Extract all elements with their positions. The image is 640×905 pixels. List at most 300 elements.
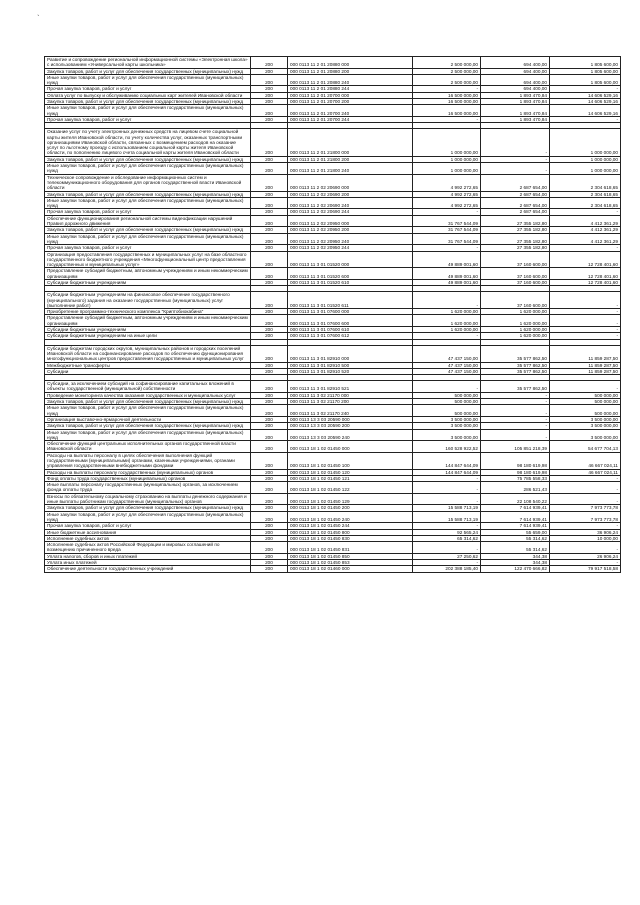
row-executed-amount: - [481, 392, 550, 398]
row-approved-amount: - [413, 542, 481, 554]
row-line-code: 200 [251, 560, 288, 566]
row-executed-amount: 344,38 [481, 553, 550, 559]
row-name: Субсидии бюджетам городских округов, муниципальных районов и городских поселений Ивановской области на софинансирование расходов по обеспечению функционирования многофункциональных центров предоставления государственных и муниципальных услуг [45, 345, 251, 362]
row-line-code: 200 [251, 129, 288, 156]
row-executed-amount: 2 687 654,00 [481, 197, 550, 209]
row-line-code: 200 [251, 279, 288, 285]
row-name: Уплата налогов, сборов и иных платежей [45, 553, 251, 559]
row-approved-amount: 16 500 000,00 [413, 105, 481, 117]
row-line-code: 200 [251, 469, 288, 475]
row-remaining-amount: - [550, 209, 621, 215]
row-line-code: 200 [251, 535, 288, 541]
row-executed-amount: 55 314,62 [481, 535, 550, 541]
row-approved-amount: 15 588 713,19 [413, 505, 481, 511]
row-remaining-amount: 14 606 529,16 [550, 99, 621, 105]
row-budget-code: 000 0113 11 3 02 21170 200 [288, 399, 413, 405]
table-row [45, 245, 621, 251]
row-budget-code: 000 0113 11 3 01 82910 500 [288, 362, 413, 368]
row-name: Обеспечение функционирования региональной системы видеофиксации нарушений Правил дорожного движения [45, 215, 251, 227]
row-line-code: 200 [251, 191, 288, 197]
row-executed-amount: 1 620 000,00 [481, 327, 550, 333]
row-name: Закупка товаров, работ и услуг для обеспечения государственных (муниципальных) нужд [45, 156, 251, 162]
row-name: Прочая закупка товаров, работ и услуг [45, 209, 251, 215]
row-budget-code: 000 0113 11 2 01 20880 200 [288, 68, 413, 74]
row-remaining-amount: 500 000,00 [550, 399, 621, 405]
row-executed-amount: 1 893 470,84 [481, 99, 550, 105]
row-remaining-amount: 7 973 773,78 [550, 511, 621, 523]
row-budget-code: 000 0113 18 1 02 01450 240 [288, 511, 413, 523]
row-approved-amount: - [413, 209, 481, 215]
row-line-code: 200 [251, 156, 288, 162]
row-approved-amount: 2 500 000,00 [413, 57, 481, 69]
row-executed-amount: 98 180 619,98 [481, 469, 550, 475]
row-approved-amount: 92 565,24 [413, 529, 481, 535]
row-line-code: 200 [251, 475, 288, 481]
row-budget-code: 000 0113 11 3 01 82910 521 [288, 381, 413, 393]
row-executed-amount: 35 577 862,50 [481, 368, 550, 374]
row-name: Прочая закупка товаров, работ и услуг [45, 245, 251, 251]
table-row [45, 99, 621, 105]
row-executed-amount: 35 577 862,50 [481, 362, 550, 368]
row-approved-amount: 1 620 000,00 [413, 309, 481, 315]
row-budget-code: 000 0113 11 3 01 82910 000 [288, 345, 413, 362]
table-row [45, 511, 621, 523]
row-remaining-amount: 12 728 401,60 [550, 251, 621, 268]
row-budget-code: 000 0113 11 2 01 20880 240 [288, 74, 413, 86]
row-remaining-amount: 11 859 287,50 [550, 368, 621, 374]
row-approved-amount: - [413, 523, 481, 529]
row-budget-code: 000 0113 18 1 02 01450 200 [288, 505, 413, 511]
row-name: Иные закупки товаров, работ и услуг для обеспечения государственных (муниципальных) нужд [45, 511, 251, 523]
row-budget-code: 000 0113 18 1 02 01450 122 [288, 482, 413, 494]
row-line-code: 200 [251, 392, 288, 398]
row-budget-code: 000 0113 11 3 01 01520 600 [288, 268, 413, 280]
row-budget-code: 000 0113 13 3 03 20590 000 [288, 416, 413, 422]
row-name: Уплата иных платежей [45, 560, 251, 566]
row-budget-code: 000 0113 11 3 01 01520 611 [288, 292, 413, 309]
row-executed-amount: 1 620 000,00 [481, 309, 550, 315]
row-remaining-amount: 1 805 600,00 [550, 57, 621, 69]
row-executed-amount: - [481, 423, 550, 429]
row-budget-code: 000 0113 18 1 02 01450 244 [288, 523, 413, 529]
row-name: Закупка товаров, работ и услуг для обеспечения государственных (муниципальных) нужд [45, 227, 251, 233]
row-budget-code: 000 0113 18 1 02 01450 800 [288, 529, 413, 535]
row-executed-amount: 37 160 600,00 [481, 251, 550, 268]
row-executed-amount: 122 470 666,82 [481, 566, 550, 572]
row-remaining-amount: 1 805 600,00 [550, 74, 621, 86]
row-line-code: 200 [251, 174, 288, 191]
row-approved-amount: 1 000 000,00 [413, 156, 481, 162]
row-name: Закупка товаров, работ и услуг для обеспечения государственных (муниципальных) нужд [45, 68, 251, 74]
row-approved-amount: 2 500 000,00 [413, 68, 481, 74]
row-budget-code: 000 0113 11 2 01 21800 200 [288, 156, 413, 162]
table-row [45, 345, 621, 362]
row-name: Проведение мониторинга качества оказания государственных и муниципальных услуг [45, 392, 251, 398]
row-budget-code: 000 0113 11 2 01 21800 000 [288, 129, 413, 156]
row-name: Прочая закупка товаров, работ и услуг [45, 523, 251, 529]
row-line-code: 200 [251, 368, 288, 374]
row-line-code: 200 [251, 99, 288, 105]
table-row [45, 227, 621, 233]
row-executed-amount: 2 687 654,00 [481, 191, 550, 197]
row-approved-amount: 1 620 000,00 [413, 315, 481, 327]
row-remaining-amount: 2 304 618,65 [550, 174, 621, 191]
row-executed-amount: 1 893 470,84 [481, 105, 550, 117]
table-row [45, 163, 621, 175]
table-row [45, 315, 621, 327]
row-executed-amount: 35 577 862,50 [481, 381, 550, 393]
row-budget-code: 000 0113 18 1 02 01450 100 [288, 452, 413, 469]
row-line-code: 200 [251, 268, 288, 280]
row-budget-code: 000 0113 18 1 02 01450 830 [288, 535, 413, 541]
row-name: Субсидии бюджетным учреждениям на иные цели [45, 333, 251, 339]
row-remaining-amount: 1 000 000,00 [550, 156, 621, 162]
table-row [45, 482, 621, 494]
row-executed-amount: 37 160 600,00 [481, 279, 550, 285]
row-budget-code: 000 0113 11 2 01 20880 000 [288, 57, 413, 69]
row-executed-amount: 286 521,43 [481, 482, 550, 494]
row-budget-code: 000 0113 11 3 01 07600 000 [288, 309, 413, 315]
row-executed-amount: 98 180 619,98 [481, 452, 550, 469]
row-remaining-amount: 7 973 773,78 [550, 505, 621, 511]
row-name: Закупка товаров, работ и услуг для обеспечения государственных (муниципальных) нужд [45, 99, 251, 105]
row-name: Закупка товаров, работ и услуг для обеспечения государственных (муниципальных) нужд [45, 505, 251, 511]
row-approved-amount: - [413, 381, 481, 393]
row-name: Закупка товаров, работ и услуг для обеспечения государственных (муниципальных) нужд [45, 399, 251, 405]
row-approved-amount: 2 500 000,00 [413, 74, 481, 86]
table-row [45, 174, 621, 191]
row-line-code: 200 [251, 68, 288, 74]
row-approved-amount: 31 767 544,09 [413, 215, 481, 227]
row-name: Предоставление субсидий бюджетным, автономным учреждениям и иным некоммерческим организациям [45, 268, 251, 280]
row-budget-code: 000 0113 18 1 02 01450 850 [288, 553, 413, 559]
row-name: Иные закупки товаров, работ и услуг для обеспечения государственных (муниципальных) нужд [45, 163, 251, 175]
row-name: Межбюджетные трансферты [45, 362, 251, 368]
table-row [45, 191, 621, 197]
row-remaining-amount: - [550, 245, 621, 251]
row-budget-code: 000 0113 18 1 02 01450 000 [288, 441, 413, 453]
page-mark: ` [37, 14, 40, 23]
row-remaining-amount: 500 000,00 [550, 405, 621, 417]
row-line-code: 200 [251, 209, 288, 215]
row-line-code: 200 [251, 505, 288, 511]
row-name: Иные бюджетные ассигнования [45, 529, 251, 535]
row-name: Предоставление субсидий бюджетным, автономным учреждениям и иным некоммерческим организациям [45, 315, 251, 327]
row-line-code: 200 [251, 92, 288, 98]
row-executed-amount: 27 355 182,80 [481, 215, 550, 227]
row-approved-amount: 49 889 001,60 [413, 251, 481, 268]
row-approved-amount: - [413, 292, 481, 309]
row-name: Субсидии бюджетным учреждениям [45, 279, 251, 285]
row-name: Обеспечение функций центральных исполнительных органов государственной власти Ивановской области [45, 441, 251, 453]
row-line-code: 200 [251, 74, 288, 86]
row-executed-amount: 694 400,00 [481, 68, 550, 74]
row-executed-amount: - [481, 405, 550, 417]
table-row [45, 57, 621, 69]
table-row [45, 566, 621, 572]
row-remaining-amount: 4 412 361,29 [550, 227, 621, 233]
row-name: Исполнение судебных актов Российской Федерации и мировых соглашений по возмещению причиненного вреда [45, 542, 251, 554]
row-executed-amount: - [481, 399, 550, 405]
row-line-code: 200 [251, 511, 288, 523]
row-line-code: 200 [251, 215, 288, 227]
table-row [45, 441, 621, 453]
row-executed-amount: 75 785 558,33 [481, 475, 550, 481]
row-line-code: 200 [251, 441, 288, 453]
row-executed-amount: - [481, 156, 550, 162]
row-approved-amount: 49 889 001,60 [413, 279, 481, 285]
row-approved-amount: - [413, 475, 481, 481]
row-name: Иные закупки товаров, работ и услуг для обеспечения государственных (муниципальных) нужд [45, 105, 251, 117]
row-remaining-amount: 10 000,00 [550, 535, 621, 541]
row-line-code: 200 [251, 251, 288, 268]
row-approved-amount: 47 437 150,00 [413, 345, 481, 362]
row-budget-code: 000 0113 11 2 01 20700 200 [288, 99, 413, 105]
row-line-code: 200 [251, 163, 288, 175]
row-budget-code: 000 0113 11 2 02 20950 244 [288, 245, 413, 251]
table-row [45, 292, 621, 309]
row-remaining-amount: - [550, 482, 621, 494]
row-budget-code: 000 0113 11 3 02 21170 240 [288, 405, 413, 417]
row-budget-code: 000 0113 11 2 02 20950 200 [288, 227, 413, 233]
row-line-code: 200 [251, 292, 288, 309]
table-row [45, 429, 621, 441]
row-executed-amount: 22 108 540,22 [481, 493, 550, 505]
table-row [45, 381, 621, 393]
row-remaining-amount: 12 728 401,60 [550, 268, 621, 280]
row-approved-amount: - [413, 493, 481, 505]
table-row [45, 209, 621, 215]
row-name: Субсидии [45, 368, 251, 374]
row-line-code: 200 [251, 405, 288, 417]
row-executed-amount: 1 893 470,84 [481, 92, 550, 98]
table-row [45, 92, 621, 98]
row-name: Оказание услуг по учету электронных денежных средств на лицевом счете социальной карты жителя Ивановской области, по учету количества услуг, оказанных транспортными организациями Ивановской области, связанных с возмещением расходов на оказание услуг по льготному проезду с использованием социальной карты жителя Ивановской области, по пополнению лицевого счета социальной карты жителя Ивановской области [45, 129, 251, 156]
row-name: Закупка товаров, работ и услуг для обеспечения государственных (муниципальных) нужд [45, 191, 251, 197]
row-line-code: 200 [251, 566, 288, 572]
row-executed-amount: - [481, 163, 550, 175]
table-row [45, 405, 621, 417]
row-approved-amount: 1 000 000,00 [413, 129, 481, 156]
row-budget-code: 000 0113 11 3 01 01520 000 [288, 251, 413, 268]
row-approved-amount: 160 528 922,52 [413, 441, 481, 453]
row-name: Оплата услуг по выпуску и обслуживанию социальных карт жителей Ивановской области [45, 92, 251, 98]
row-executed-amount: 55 314,62 [481, 542, 550, 554]
budget-execution-table [44, 56, 621, 573]
table-row [45, 542, 621, 554]
row-budget-code: 000 0113 13 3 03 20590 240 [288, 429, 413, 441]
row-name: Расходы на выплаты персоналу в целях обеспечения выполнения функций государственными (муниципальными) органами, казенными учреждениями, органами управления государственными внебюджетными фондами [45, 452, 251, 469]
row-line-code: 200 [251, 399, 288, 405]
row-remaining-amount: 3 500 000,00 [550, 423, 621, 429]
row-remaining-amount: 500 000,00 [550, 392, 621, 398]
row-executed-amount: - [481, 416, 550, 422]
row-remaining-amount: 14 606 529,16 [550, 105, 621, 117]
table-row [45, 469, 621, 475]
row-budget-code: 000 0113 11 2 01 21800 240 [288, 163, 413, 175]
row-budget-code: 000 0113 11 2 01 20700 240 [288, 105, 413, 117]
row-budget-code: 000 0113 11 3 01 01520 610 [288, 279, 413, 285]
row-approved-amount: - [413, 333, 481, 339]
row-executed-amount: 27 355 182,80 [481, 233, 550, 245]
row-budget-code: 000 0113 18 1 02 01450 129 [288, 493, 413, 505]
row-budget-code: 000 0113 18 1 02 01450 831 [288, 542, 413, 554]
row-approved-amount: 47 437 150,00 [413, 362, 481, 368]
row-name: Техническое сопровождение и обследование информационных систем и телекоммуникационного оборудования для органов государственной власти Ивановской области [45, 174, 251, 191]
row-name: Субсидии бюджетным учреждениям на финансовое обеспечение государственного (муниципального) задания на оказание государственных (муниципальных) услуг (выполнение работ) [45, 292, 251, 309]
row-budget-code: 000 0113 11 3 01 82910 520 [288, 368, 413, 374]
row-remaining-amount: 79 917 518,58 [550, 566, 621, 572]
row-approved-amount: 4 992 272,65 [413, 174, 481, 191]
row-remaining-amount: - [550, 116, 621, 122]
table-row [45, 86, 621, 92]
row-remaining-amount: - [550, 475, 621, 481]
row-line-code: 200 [251, 245, 288, 251]
row-executed-amount: 344,38 [481, 560, 550, 566]
table-row [45, 523, 621, 529]
table-row [45, 105, 621, 117]
row-approved-amount: 15 588 713,19 [413, 511, 481, 523]
row-approved-amount: 47 437 150,00 [413, 368, 481, 374]
row-remaining-amount: 1 805 600,00 [550, 68, 621, 74]
row-name: Иные выплаты персоналу государственных (муниципальных) органов, за исключением фонда оплаты труда [45, 482, 251, 494]
row-remaining-amount: - [550, 309, 621, 315]
row-line-code: 200 [251, 542, 288, 554]
row-line-code: 200 [251, 523, 288, 529]
row-remaining-amount: 26 906,24 [550, 553, 621, 559]
row-line-code: 200 [251, 116, 288, 122]
row-name: Иные закупки товаров, работ и услуг для обеспечения государственных (муниципальных) нужд [45, 405, 251, 417]
table-row [45, 215, 621, 227]
row-name: Иные закупки товаров, работ и услуг для обеспечения государственных (муниципальных) нужд [45, 233, 251, 245]
row-budget-code: 000 0113 11 2 02 20690 244 [288, 209, 413, 215]
row-name: Организация предоставления государственных и муниципальных услуг на базе областного государственного бюджетного учреждения «Многофункциональный центр предоставления государственных и муниципальных услуг» [45, 251, 251, 268]
row-budget-code: 000 0113 11 3 02 21170 000 [288, 392, 413, 398]
table-row [45, 452, 621, 469]
row-approved-amount: 65 314,62 [413, 535, 481, 541]
row-line-code: 200 [251, 57, 288, 69]
row-executed-amount: 694 400,00 [481, 57, 550, 69]
row-line-code: 200 [251, 429, 288, 441]
row-remaining-amount: - [550, 86, 621, 92]
row-remaining-amount: 1 000 000,00 [550, 129, 621, 156]
row-remaining-amount: 46 667 024,11 [550, 469, 621, 475]
row-line-code: 200 [251, 529, 288, 535]
table-row [45, 74, 621, 86]
row-approved-amount: 16 500 000,00 [413, 92, 481, 98]
row-line-code: 200 [251, 86, 288, 92]
row-remaining-amount: - [550, 523, 621, 529]
row-remaining-amount: 4 412 361,29 [550, 215, 621, 227]
row-remaining-amount: 1 000 000,00 [550, 163, 621, 175]
row-name: Субсидии, за исключением субсидий на софинансирование капитальных вложений в объекты государственной (муниципальной) собственности [45, 381, 251, 393]
row-approved-amount: 202 388 185,40 [413, 566, 481, 572]
row-name: Взносы по обязательному социальному страхованию на выплаты денежного содержания и иные выплаты работникам государственных (муниципальных) органов [45, 493, 251, 505]
row-name: Иные закупки товаров, работ и услуг для обеспечения государственных (муниципальных) нужд [45, 429, 251, 441]
row-remaining-amount: 11 859 287,50 [550, 345, 621, 362]
row-remaining-amount: 12 728 401,60 [550, 279, 621, 285]
row-remaining-amount: - [550, 493, 621, 505]
row-approved-amount: 4 992 272,65 [413, 197, 481, 209]
row-executed-amount: - [481, 129, 550, 156]
row-remaining-amount: 3 500 000,00 [550, 429, 621, 441]
row-budget-code: 000 0113 11 2 01 20700 000 [288, 92, 413, 98]
row-name: Закупка товаров, работ и услуг для обеспечения государственных (муниципальных) нужд [45, 423, 251, 429]
row-remaining-amount: 14 606 529,16 [550, 92, 621, 98]
row-name: Субсидии бюджетным учреждениям [45, 327, 251, 333]
row-remaining-amount: - [550, 381, 621, 393]
row-remaining-amount: - [550, 315, 621, 327]
row-approved-amount: 3 500 000,00 [413, 423, 481, 429]
row-executed-amount: 7 614 939,41 [481, 523, 550, 529]
table-row [45, 116, 621, 122]
table-row [45, 475, 621, 481]
row-approved-amount: 1 620 000,00 [413, 327, 481, 333]
table-row [45, 233, 621, 245]
row-executed-amount: 55 659,00 [481, 529, 550, 535]
row-name: Развитие и сопровождение региональной информационной системы «Электронная школа» с использованием «Универсальной карты школьника» [45, 57, 251, 69]
row-remaining-amount: 46 667 024,11 [550, 452, 621, 469]
row-remaining-amount: 11 859 287,50 [550, 362, 621, 368]
row-line-code: 200 [251, 333, 288, 339]
row-approved-amount: - [413, 116, 481, 122]
row-remaining-amount: 54 677 704,13 [550, 441, 621, 453]
row-approved-amount: 500 000,00 [413, 392, 481, 398]
table-row [45, 251, 621, 268]
row-line-code: 200 [251, 482, 288, 494]
row-line-code: 200 [251, 227, 288, 233]
table-row [45, 493, 621, 505]
row-line-code: 200 [251, 315, 288, 327]
row-approved-amount: 500 000,00 [413, 405, 481, 417]
row-line-code: 200 [251, 553, 288, 559]
row-executed-amount: 27 355 182,80 [481, 245, 550, 251]
row-line-code: 200 [251, 362, 288, 368]
row-executed-amount: 2 687 654,00 [481, 209, 550, 215]
row-line-code: 200 [251, 197, 288, 209]
table-row [45, 553, 621, 559]
row-remaining-amount: 2 304 618,65 [550, 191, 621, 197]
row-name: Иные закупки товаров, работ и услуг для обеспечения государственных (муниципальных) нужд [45, 74, 251, 86]
row-approved-amount: - [413, 482, 481, 494]
row-executed-amount: 1 620 000,00 [481, 315, 550, 327]
table-row [45, 309, 621, 315]
row-executed-amount: 37 160 600,00 [481, 292, 550, 309]
row-executed-amount: 1 620 000,00 [481, 333, 550, 339]
row-approved-amount: - [413, 86, 481, 92]
row-executed-amount: 1 893 470,84 [481, 116, 550, 122]
table-row [45, 197, 621, 209]
row-approved-amount: 31 767 544,09 [413, 227, 481, 233]
table-row [45, 333, 621, 339]
row-remaining-amount: 4 412 361,29 [550, 233, 621, 245]
row-remaining-amount: - [550, 560, 621, 566]
row-remaining-amount: - [550, 327, 621, 333]
row-budget-code: 000 0113 11 2 02 20690 000 [288, 174, 413, 191]
row-approved-amount: 27 250,62 [413, 553, 481, 559]
row-approved-amount: - [413, 560, 481, 566]
row-budget-code: 000 0113 11 3 01 07600 600 [288, 315, 413, 327]
row-executed-amount: 694 400,00 [481, 74, 550, 86]
row-line-code: 200 [251, 105, 288, 117]
row-name: Исполнение судебных актов [45, 535, 251, 541]
row-budget-code: 000 0113 18 1 02 01450 121 [288, 475, 413, 481]
row-name: Фонд оплаты труда государственных (муниципальных) органов [45, 475, 251, 481]
row-line-code: 200 [251, 416, 288, 422]
row-name: Организация выставочно-ярмарочной деятельности [45, 416, 251, 422]
row-executed-amount: 7 614 939,41 [481, 505, 550, 511]
row-budget-code: 000 0113 18 1 02 01450 120 [288, 469, 413, 475]
